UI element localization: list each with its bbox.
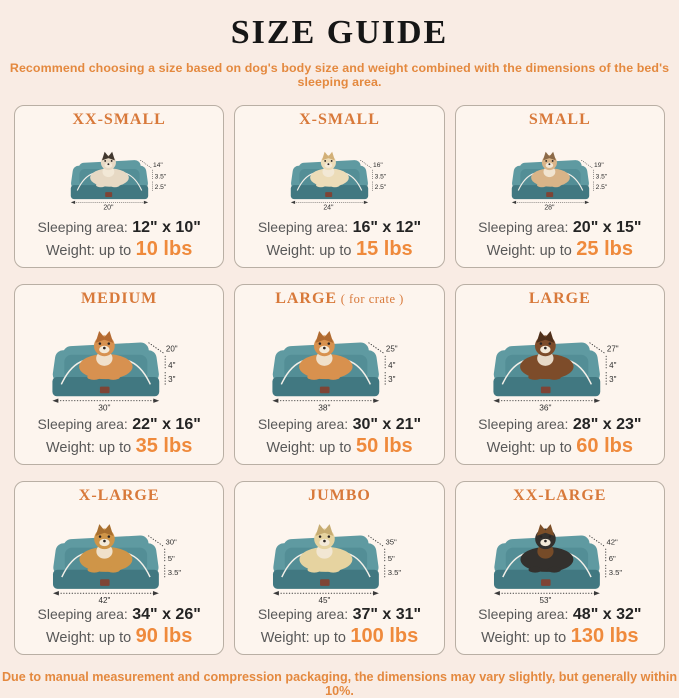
size-name: X-LARGE: [78, 487, 160, 504]
size-card-x-small-1: [234, 105, 444, 268]
size-name: XX-SMALL: [72, 111, 166, 128]
size-name: JUMBO: [308, 487, 371, 504]
weight-line: [46, 238, 192, 261]
sleeping-area-label: Sleeping area:: [257, 605, 349, 622]
sleeping-area-label: Sleeping area:: [37, 415, 128, 432]
weight-line: [261, 625, 418, 648]
size-card-grid: [14, 105, 665, 655]
dog-bed-illustration: [17, 505, 221, 606]
size-card-xx-large-8: [455, 481, 665, 655]
svg-text:24": 24": [323, 204, 334, 212]
sleeping-area-label: Sleeping area:: [478, 415, 569, 432]
sleeping-area-line: [258, 416, 421, 434]
svg-text:2.5": 2.5": [154, 183, 167, 191]
svg-text:2.5": 2.5": [374, 183, 387, 191]
weight-label: Weight: up to: [45, 440, 132, 456]
weight-label: Weight: up to: [266, 440, 352, 456]
dog-bed-illustration: [237, 505, 441, 606]
size-name: MEDIUM: [81, 290, 158, 307]
page-footer-note: Due to manual measurement and compression packaging, the dimensions may vary slightly, but generally within 10%.: [1, 670, 678, 698]
svg-text:4": 4": [608, 360, 617, 370]
weight-label: Weight: up to: [481, 630, 567, 646]
size-card-title: [308, 487, 371, 505]
svg-text:3.5": 3.5": [167, 568, 182, 578]
svg-text:20": 20": [165, 344, 178, 354]
weight-value: 10 lbs: [135, 238, 193, 260]
sleeping-area-value: 20" x 15": [572, 218, 642, 236]
weight-value: 15 lbs: [355, 238, 413, 260]
weight-value: 90 lbs: [135, 625, 193, 647]
svg-text:42": 42": [98, 596, 111, 606]
svg-text:53": 53": [539, 596, 552, 606]
size-name: LARGE: [275, 290, 338, 307]
weight-label: Weight: up to: [486, 440, 572, 456]
sleeping-area-value: 37" x 31": [352, 605, 422, 623]
size-card-title: [513, 487, 606, 505]
sleeping-area-line: [38, 606, 201, 624]
svg-text:36": 36": [538, 402, 552, 413]
svg-text:5": 5": [388, 554, 396, 564]
svg-text:20": 20": [103, 204, 114, 212]
sleeping-area-label: Sleeping area:: [478, 218, 569, 235]
sleeping-area-label: Sleeping area:: [37, 218, 128, 235]
sleeping-area-line: [478, 416, 641, 434]
svg-text:3.5": 3.5": [388, 568, 402, 578]
weight-label: Weight: up to: [45, 630, 132, 646]
sleeping-area-value: 22" x 16": [132, 415, 201, 433]
dog-bed-illustration: [458, 308, 662, 416]
page-subtitle: Recommend choosing a size based on dog's body size and weight combined with the dimensions of the bed's sleeping area.: [9, 61, 670, 89]
svg-text:14": 14": [153, 161, 163, 169]
weight-line: [487, 238, 633, 261]
weight-label: Weight: up to: [486, 243, 572, 259]
weight-value: 25 lbs: [576, 238, 633, 260]
sleeping-area-label: Sleeping area:: [257, 218, 349, 235]
weight-line: [266, 238, 412, 261]
svg-text:3.5": 3.5": [154, 173, 167, 181]
weight-label: Weight: up to: [266, 243, 352, 259]
svg-text:4": 4": [388, 360, 396, 370]
svg-text:16": 16": [373, 161, 384, 169]
weight-line: [481, 625, 638, 648]
dog-bed-illustration: [237, 308, 441, 416]
svg-text:28": 28": [543, 204, 555, 212]
weight-line: [487, 435, 633, 458]
svg-text:30": 30": [98, 402, 111, 413]
weight-line: [46, 625, 192, 648]
size-card-title: [299, 111, 380, 129]
weight-value: 60 lbs: [576, 435, 633, 457]
page-title: SIZE GUIDE: [230, 14, 449, 51]
svg-text:42": 42": [606, 538, 618, 548]
size-card-xx-small-0: [14, 105, 224, 268]
sleeping-area-value: 28" x 23": [572, 415, 642, 433]
size-name: SMALL: [528, 111, 591, 128]
sleeping-area-line: [258, 606, 421, 624]
svg-text:30": 30": [165, 538, 177, 548]
svg-text:3": 3": [608, 374, 617, 384]
sleeping-area-value: 48" x 32": [572, 605, 642, 623]
dog-bed-illustration: [458, 505, 662, 606]
sleeping-area-line: [38, 416, 201, 434]
size-card-x-large-6: [14, 481, 224, 655]
sleeping-area-value: 34" x 26": [132, 605, 201, 623]
svg-text:3": 3": [388, 374, 396, 384]
size-name-suffix: ( for crate ): [337, 292, 404, 306]
weight-value: 100 lbs: [350, 625, 419, 647]
svg-text:25": 25": [386, 344, 398, 354]
size-name: XX-LARGE: [513, 487, 607, 504]
svg-text:35": 35": [385, 538, 398, 548]
svg-text:27": 27": [606, 344, 619, 354]
size-card-title: [72, 111, 165, 129]
size-card-large-5: [455, 284, 665, 465]
weight-label: Weight: up to: [260, 630, 346, 646]
svg-text:19": 19": [593, 161, 604, 169]
sleeping-area-value: 12" x 10": [132, 218, 201, 236]
svg-text:38": 38": [318, 402, 331, 413]
dog-bed-illustration: [237, 129, 441, 219]
size-card-large-4: [234, 284, 444, 465]
sleeping-area-line: [478, 219, 641, 237]
size-card-small-2: [455, 105, 665, 268]
size-name: X-SMALL: [299, 111, 380, 128]
svg-text:3.5": 3.5": [608, 568, 622, 578]
dog-bed-illustration: [17, 129, 221, 219]
size-card-title: [275, 290, 404, 308]
size-name: LARGE: [528, 290, 591, 307]
weight-line: [266, 435, 412, 458]
sleeping-area-value: 30" x 21": [352, 415, 422, 433]
svg-text:45": 45": [318, 596, 331, 606]
sleeping-area-label: Sleeping area:: [478, 605, 569, 622]
dog-bed-illustration: [458, 129, 662, 219]
size-card-medium-3: [14, 284, 224, 465]
sleeping-area-value: 16" x 12": [352, 218, 422, 236]
size-card-title: [81, 290, 157, 308]
sleeping-area-line: [478, 606, 641, 624]
svg-text:3.5": 3.5": [595, 173, 607, 181]
svg-text:3": 3": [168, 374, 176, 384]
size-card-title: [529, 111, 591, 129]
svg-text:4": 4": [168, 360, 176, 370]
svg-text:2.5": 2.5": [595, 183, 607, 191]
svg-text:3.5": 3.5": [374, 173, 387, 181]
size-card-title: [79, 487, 160, 505]
weight-line: [46, 435, 192, 458]
weight-value: 50 lbs: [355, 435, 413, 457]
weight-value: 35 lbs: [135, 435, 193, 457]
dog-bed-illustration: [17, 308, 221, 416]
svg-text:6": 6": [608, 554, 616, 564]
weight-label: Weight: up to: [45, 243, 132, 259]
sleeping-area-label: Sleeping area:: [257, 415, 349, 432]
size-card-title: [529, 290, 591, 308]
sleeping-area-line: [258, 219, 421, 237]
sleeping-area-label: Sleeping area:: [37, 605, 128, 622]
sleeping-area-line: [38, 219, 201, 237]
svg-text:5": 5": [167, 554, 175, 564]
size-card-jumbo-7: [234, 481, 444, 655]
weight-value: 130 lbs: [570, 625, 639, 647]
